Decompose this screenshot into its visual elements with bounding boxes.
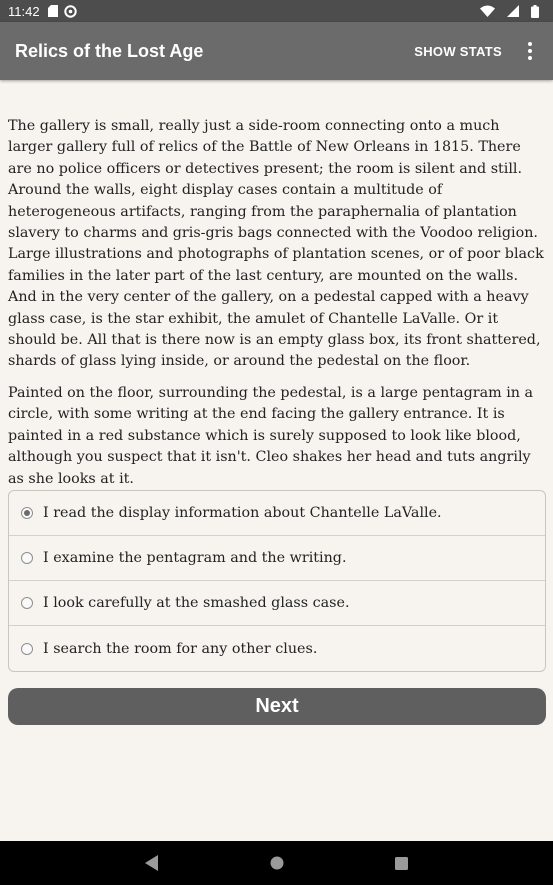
- choice-label: I search the room for any other clues.: [43, 640, 318, 657]
- story-text: [8, 116, 548, 500]
- radio-button[interactable]: [21, 507, 33, 519]
- status-time: 11:42: [8, 3, 40, 19]
- home-icon[interactable]: [262, 848, 292, 878]
- radio-button[interactable]: [21, 552, 33, 564]
- choice-option[interactable]: [9, 536, 545, 581]
- choice-option[interactable]: [9, 626, 545, 671]
- navigation-bar: [0, 841, 553, 885]
- back-icon[interactable]: [137, 848, 167, 878]
- choice-list: [8, 490, 546, 672]
- app-title: Relics of the Lost Age: [15, 40, 204, 61]
- more-vert-icon[interactable]: [516, 31, 544, 71]
- radio-button[interactable]: [21, 597, 33, 609]
- choice-option[interactable]: [9, 491, 545, 536]
- story-paragraph: The gallery is small, really just a side-room connecting onto a much larger gallery full of relics of the Battle of New Orleans in 1815. There are no police officers or detectives present; the room is silent and still. Around the walls, eight display cases contain a multitude of heterogeneous artifacts, ranging from the paraphernalia of plantation slavery to charms and gris-gris bags connected with the Voodoo religion. Large illustrations and photographs of plantation scenes, or of poor black families in the later part of the last century, are mounted on the walls. And in the very center of the gallery, on a pedestal capped with a heavy glass case, is the star exhibit, the amulet of Chantelle LaValle. Or it should be. All that is there now is an empty glass box, its front shattered, shards of glass lying inside, or around the pedestal on the floor.: [8, 118, 544, 370]
- radio-button[interactable]: [21, 643, 33, 655]
- signal-icon: [507, 5, 519, 17]
- app-bar: [0, 22, 553, 80]
- wifi-icon: [480, 5, 495, 17]
- sync-icon: [64, 5, 77, 18]
- choice-label: I read the display information about Chantelle LaValle.: [43, 505, 442, 521]
- recents-icon[interactable]: [387, 848, 417, 878]
- sd-card-icon: [48, 5, 58, 17]
- choice-label: I examine the pentagram and the writing.: [43, 550, 347, 566]
- choice-label: I look carefully at the smashed glass case.: [43, 595, 350, 611]
- next-button[interactable]: Next: [8, 688, 546, 725]
- battery-icon: [531, 5, 539, 18]
- choice-option[interactable]: [9, 581, 545, 626]
- story-paragraph: Painted on the floor, surrounding the pedestal, is a large pentagram in a circle, with some writing at the end facing the gallery entrance. It is painted in a red substance which is surely supposed to look like blood, although you suspect that it isn't. Cleo shakes her head and tuts angrily as she looks at it.: [8, 384, 534, 487]
- show-stats-button[interactable]: SHOW STATS: [406, 38, 510, 65]
- status-bar: [0, 0, 553, 22]
